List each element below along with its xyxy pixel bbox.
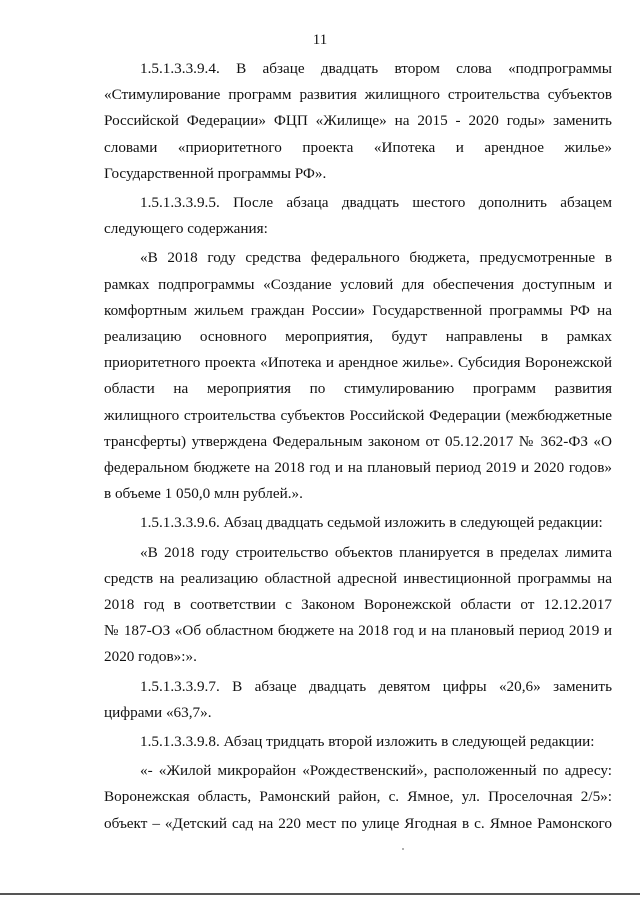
quoted-paragraph-construction <box>104 540 612 671</box>
paragraph-1-5-1-3-3-9-5 <box>104 190 612 242</box>
text-line: объект – «Детский сад на 220 мест по улице Ягодная в с. Ямное Рамонского <box>104 814 612 832</box>
text-line: словами «приоритетного проекта «Ипотека и арендное жилье» <box>104 138 612 156</box>
text-line: 1.5.1.3.3.9.6. Абзац двадцать седьмой изложить в следующей редакции: <box>140 514 603 532</box>
scan-edge-line <box>0 893 640 895</box>
paragraph-1-5-1-3-3-9-8 <box>104 729 612 755</box>
text-line: «В 2018 году строительство объектов планируется в пределах лимита <box>140 543 612 561</box>
text-line: «В 2018 году средства федерального бюджета, предусмотренные в <box>140 249 612 267</box>
document-body <box>104 56 612 837</box>
text-line: 1.5.1.3.3.9.5. После абзаца двадцать шестого дополнить абзацем <box>140 194 612 212</box>
text-line: «Стимулирование программ развития жилищного строительства субъектов <box>104 86 612 104</box>
text-line: комфортным жильем граждан России» Государственной программы РФ на <box>104 301 612 319</box>
text-line: федеральном бюджете на 2018 год и на плановый период 2019 и 2020 годов» <box>104 459 612 477</box>
text-line: 1.5.1.3.3.9.7. В абзаце двадцать девятом цифры «20,6» заменить <box>140 677 612 695</box>
text-line: «- «Жилой микрорайон «Рождественский», расположенный по адресу: <box>140 762 612 780</box>
text-line: 1.5.1.3.3.9.4. В абзаце двадцать втором слова «подпрограммы <box>140 60 612 77</box>
text-line: реализацию основного мероприятия, будут направлены в рамках <box>104 328 612 346</box>
text-line: 2020 годов»:». <box>104 648 197 666</box>
text-line: жилищного строительства субъектов Российской Федерации (межбюджетные <box>104 406 612 424</box>
text-line: средств на реализацию областной адресной инвестиционной программы на <box>104 569 612 587</box>
text-line: 2018 год в соответствии с Законом Воронежской области от 12.12.2017 <box>104 596 612 614</box>
text-line: Государственной программы РФ». <box>104 164 327 182</box>
paragraph-1-5-1-3-3-9-6 <box>104 510 612 536</box>
page-number: 11 <box>312 32 328 48</box>
text-line: приоритетного проекта «Ипотека и арендное жилье». Субсидия Воронежской <box>104 354 612 372</box>
text-line: 1.5.1.3.3.9.8. Абзац тридцать второй изложить в следующей редакции: <box>140 733 595 751</box>
text-line: трансферты) утверждена Федеральным законом от 05.12.2017 № 362-ФЗ «О <box>104 432 612 450</box>
text-line: области на мероприятия по стимулированию программ развития <box>104 380 612 398</box>
text-line: Российской Федерации» ФЦП «Жилище» на 2015 - 2020 годы» заменить <box>104 112 612 130</box>
scan-speck <box>402 848 404 850</box>
text-line: в объеме 1 050,0 млн рублей.». <box>104 485 303 503</box>
text-line: Воронежская область, Рамонский район, с. Ямное, ул. Проселочная 2/5»: <box>104 788 612 806</box>
text-line: рамках подпрограммы «Создание условий для обеспечения доступным и <box>104 275 612 293</box>
paragraph-1-5-1-3-3-9-7 <box>104 674 612 726</box>
paragraph-1-5-1-3-3-9-4 <box>104 56 612 187</box>
text-line: № 187-ОЗ «Об областном бюджете на 2018 год и на плановый период 2019 и <box>104 622 612 640</box>
quoted-paragraph-microdistrict <box>104 758 612 837</box>
text-line: следующего содержания: <box>104 220 268 238</box>
quoted-paragraph-2018-budget <box>104 245 612 507</box>
text-line: цифрами «63,7». <box>104 703 212 721</box>
